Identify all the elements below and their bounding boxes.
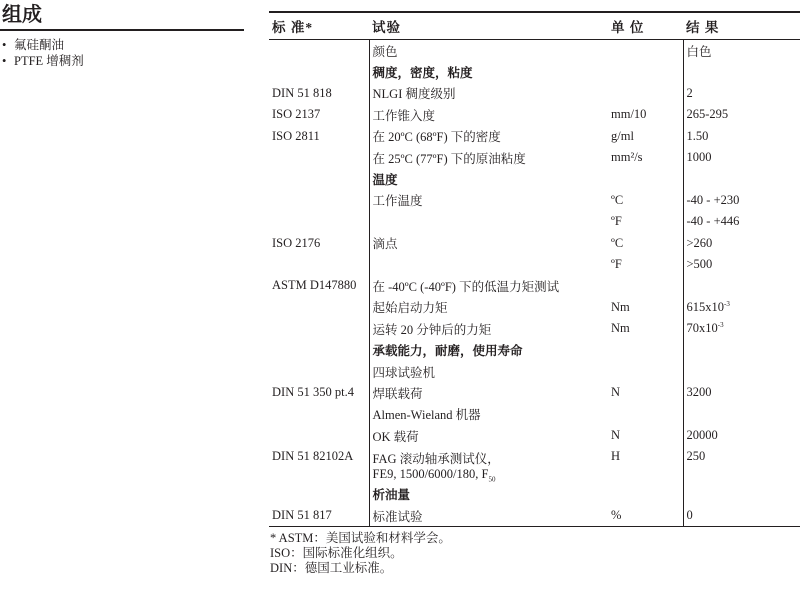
cell-test-line: FAG 滚动轴承测试仪，	[372, 452, 500, 467]
cell-unit	[608, 61, 683, 82]
cell-test: 四球试验机	[369, 361, 608, 382]
composition-title: 组成	[0, 0, 244, 31]
cell-result	[683, 275, 800, 296]
cell-standard	[269, 254, 369, 275]
table-row	[269, 275, 800, 296]
header-standard: 标 准*	[269, 12, 369, 40]
cell-result: 0	[683, 505, 800, 527]
cell-unit: Nm	[611, 299, 630, 314]
cell-result: 250	[683, 446, 800, 483]
cell-test: 析油量	[369, 483, 608, 504]
table-row	[269, 190, 800, 211]
cell-test-subscript: 50	[488, 475, 496, 484]
cell-standard	[269, 168, 369, 189]
cell-result	[683, 318, 800, 339]
list-item	[0, 37, 244, 53]
cell-unit: g/ml	[611, 128, 634, 143]
cell-result-value: 615x10	[686, 299, 724, 314]
cell-result	[683, 339, 800, 360]
cell-test	[369, 211, 608, 232]
cell-unit: N	[611, 385, 621, 400]
table-header-row	[269, 12, 800, 40]
cell-standard: DIN 51 818	[272, 85, 332, 100]
cell-test: 稠度，密度，粘度	[369, 61, 608, 82]
cell-test: Almen-Wieland 机器	[369, 404, 608, 425]
cell-result: 265-295	[683, 104, 800, 125]
header-result: 结 果	[683, 12, 800, 40]
cell-unit	[608, 361, 683, 382]
cell-unit	[608, 40, 683, 62]
cell-standard	[269, 211, 369, 232]
spec-table	[269, 11, 800, 527]
cell-standard	[269, 297, 369, 318]
cell-standard: ISO 2137	[272, 107, 321, 122]
cell-test: 滴点	[369, 233, 608, 254]
cell-result: 20000	[683, 425, 800, 446]
footnote: * ASTM：美国试验和材料学会。	[270, 531, 451, 546]
cell-result	[683, 404, 800, 425]
cell-test: 承载能力，耐磨，使用寿命	[369, 339, 608, 360]
cell-result: >260	[683, 233, 800, 254]
bullet-icon: •	[2, 54, 7, 68]
table-row	[269, 483, 800, 504]
list-item-label: PTFE 增稠剂	[14, 54, 84, 68]
cell-standard	[269, 147, 369, 168]
table-row	[269, 147, 800, 168]
table-row	[269, 233, 800, 254]
cell-standard	[269, 361, 369, 382]
footnotes	[269, 531, 800, 576]
cell-unit: %	[608, 505, 683, 527]
cell-unit: mm/10	[611, 107, 647, 122]
cell-unit	[608, 83, 683, 104]
bullet-icon: •	[2, 38, 7, 52]
cell-unit	[608, 483, 683, 504]
cell-unit: H	[611, 449, 621, 464]
table-row	[269, 339, 800, 360]
cell-standard: DIN 51 350 pt.4	[272, 385, 354, 400]
cell-test	[369, 254, 608, 275]
table-row	[269, 61, 800, 82]
cell-standard	[269, 404, 369, 425]
cell-test: 起始启动力矩	[369, 297, 608, 318]
cell-test: 温度	[369, 168, 608, 189]
cell-unit: mm²/s	[611, 150, 643, 165]
cell-unit	[608, 275, 683, 296]
header-test: 试验	[369, 12, 608, 40]
table-row	[269, 168, 800, 189]
table-row	[269, 83, 800, 104]
cell-result: -40 - +446	[683, 211, 800, 232]
cell-test: 在 25ºC (77ºF) 下的原油粘度	[369, 147, 608, 168]
header-unit: 单 位	[608, 12, 683, 40]
table-row	[269, 211, 800, 232]
cell-standard	[269, 339, 369, 360]
cell-unit: ºF	[611, 257, 622, 272]
cell-test-line	[373, 467, 609, 482]
cell-unit: Nm	[611, 321, 630, 336]
cell-test	[369, 446, 608, 483]
cell-standard: DIN 51 817	[269, 505, 369, 527]
table-row	[269, 404, 800, 425]
cell-unit: ºC	[611, 235, 624, 250]
cell-result	[683, 168, 800, 189]
cell-unit	[608, 404, 683, 425]
cell-standard: ISO 2176	[272, 235, 321, 250]
cell-test: NLGI 稠度级别	[369, 83, 608, 104]
list-item-label: 氟硅酮油	[14, 38, 65, 52]
table-row	[269, 254, 800, 275]
cell-standard	[269, 483, 369, 504]
cell-result-value: 70x10	[686, 321, 718, 336]
composition-panel	[0, 0, 244, 69]
cell-result-exponent: -3	[724, 299, 730, 308]
table-row	[269, 446, 800, 483]
cell-result: -40 - +230	[683, 190, 800, 211]
cell-test-text: FE9, 1500/6000/180, F	[372, 467, 489, 482]
table-row	[269, 382, 800, 403]
cell-result: 白色	[683, 40, 800, 62]
footnote: DIN：德国工业标准。	[270, 561, 393, 576]
cell-standard	[269, 190, 369, 211]
cell-unit: ºC	[611, 192, 624, 207]
cell-test: 在 -40ºC (-40ºF) 下的低温力矩测试	[369, 275, 608, 296]
cell-unit: N	[611, 428, 621, 443]
cell-result: 1.50	[683, 126, 800, 147]
cell-standard	[269, 318, 369, 339]
cell-result: 2	[683, 83, 800, 104]
table-row	[269, 104, 800, 125]
footnote: ISO：国际标准化组织。	[270, 546, 403, 561]
table-row	[269, 505, 800, 527]
cell-result	[683, 361, 800, 382]
cell-test: 运转 20 分钟后的力矩	[369, 318, 608, 339]
cell-test: 焊联载荷	[369, 382, 608, 403]
cell-test: 标准试验	[369, 505, 608, 527]
cell-test: OK 载荷	[369, 425, 608, 446]
cell-standard	[269, 40, 369, 62]
cell-result: 3200	[683, 382, 800, 403]
composition-list	[0, 37, 244, 69]
cell-result	[683, 61, 800, 82]
cell-unit	[608, 168, 683, 189]
cell-unit: ºF	[611, 214, 622, 229]
cell-standard: ASTM D147880	[272, 278, 357, 293]
cell-result	[683, 297, 800, 318]
table-row	[269, 318, 800, 339]
cell-result	[683, 483, 800, 504]
spec-table-body	[269, 40, 800, 527]
cell-test: 工作锥入度	[369, 104, 608, 125]
cell-result-exponent: -3	[717, 321, 724, 330]
table-row	[269, 297, 800, 318]
cell-result: >500	[683, 254, 800, 275]
cell-standard	[269, 425, 369, 446]
cell-test: 在 20ºC (68ºF) 下的密度	[369, 126, 608, 147]
table-row	[269, 361, 800, 382]
cell-result: 1000	[683, 147, 800, 168]
cell-test: 颜色	[369, 40, 608, 62]
list-item	[0, 53, 244, 69]
cell-unit	[608, 339, 683, 360]
table-row	[269, 40, 800, 62]
cell-standard: ISO 2811	[272, 128, 320, 143]
table-row	[269, 126, 800, 147]
spec-panel	[269, 11, 800, 576]
table-row	[269, 425, 800, 446]
cell-test: 工作温度	[369, 190, 608, 211]
cell-standard: DIN 51 82102A	[272, 449, 354, 464]
cell-standard	[269, 61, 369, 82]
